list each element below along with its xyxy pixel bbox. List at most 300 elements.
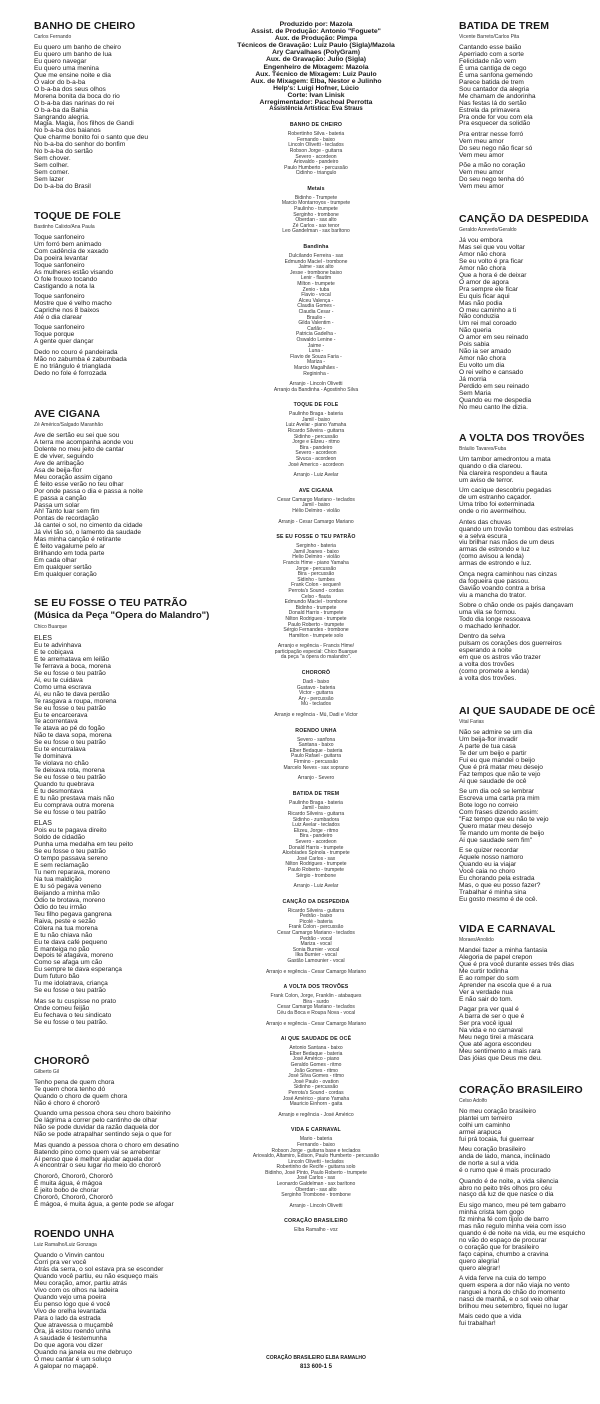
lyric-line: Toque sanfoneiro xyxy=(34,293,85,301)
credit-section-title: AI QUE SAUDADE DE OCÊ xyxy=(280,1036,352,1043)
lyric-line: colhi um caminho xyxy=(459,1121,511,1129)
musician-line: Mariza - vocal xyxy=(300,941,332,948)
lyric-line: é o rumo que é mais procurado xyxy=(459,1167,551,1175)
lyric-line: Mandei fazer a minha fantasia xyxy=(459,947,548,954)
stanza xyxy=(34,1111,219,1139)
credit-line: Assist. de Produção: Antonio "Foguete" xyxy=(251,28,381,36)
musician-line: Gilda Valentim - xyxy=(298,320,334,327)
lyric-line: Batendo pino como quem vai se arrebentar xyxy=(34,1148,161,1156)
lyric-line: plantei um terreiro xyxy=(459,1114,513,1122)
lyric-line: o coração que for brasileiro xyxy=(459,1243,539,1251)
lyric-line: A saudade é testemunha xyxy=(34,1335,107,1343)
musician-line: Cidinho - triangulo xyxy=(295,170,337,177)
lyric-line: Que charme bonito foi o santo que deu xyxy=(34,134,149,142)
lyric-line: Quando tu quebrava xyxy=(34,781,95,789)
lyric-line: Que até agora escondeu xyxy=(459,1040,532,1048)
song-block xyxy=(34,1228,219,1375)
lyric-line: Toque sanfoneiro xyxy=(34,234,85,241)
lyric-line: em que os astros vão trazer xyxy=(459,654,541,662)
musician-line: Zenio - tuba xyxy=(302,286,330,293)
song-title: CANÇÃO DA DESPEDIDA xyxy=(459,213,589,225)
musician-credits xyxy=(210,122,422,1234)
musician-line: Jamil - baixo xyxy=(301,502,331,509)
song-author: Chico Buarque xyxy=(34,624,68,630)
stanza xyxy=(459,1179,600,1200)
musician-line: Donald Harris - trumpete xyxy=(288,844,344,851)
arrangement-line: Arranjo - Luiz Avelar xyxy=(293,472,339,479)
lyric-line: nasci de manhã, e o sol veio olhar xyxy=(459,1295,560,1303)
lyric-line: Ora, já estou roendo unha xyxy=(34,1328,111,1336)
artistic-assistance: Assistência Artística: Eva Straus xyxy=(269,106,363,113)
lyric-line: Brilhando em toda parte xyxy=(34,550,105,558)
musician-line: Oberdan - sax alto xyxy=(295,1186,337,1193)
credit-section xyxy=(210,984,422,1027)
musician-line: Ricardo Silveira - guitarra xyxy=(287,810,345,817)
lyric-line: O meu cantar é um soluço xyxy=(34,1356,112,1364)
lyric-line: A gente quer dançar xyxy=(34,338,94,346)
lyric-line: Gavião voando contra a brisa xyxy=(459,584,546,592)
song-block xyxy=(459,213,600,415)
album-footer xyxy=(210,1355,422,1372)
lyric-line: Eu quero um banho de cheiro xyxy=(34,44,121,51)
lyric-line: Quando é de noite, a vida silencia xyxy=(459,1177,559,1185)
lyric-line: quero alegria! xyxy=(459,1257,500,1265)
stanza xyxy=(34,1174,219,1209)
musician-line: Milton - trumpete xyxy=(297,281,335,287)
lyric-line: quando é de noite na vida, eu me esquicho xyxy=(459,1229,586,1237)
arrangement-line: Arranjo e regência - Francis Hime/ xyxy=(277,643,355,650)
stanza xyxy=(34,1253,219,1371)
stanza xyxy=(34,999,219,1027)
lyric-line: Felicidade não vem xyxy=(459,57,517,65)
arrangement-credit xyxy=(210,473,422,479)
musician-line: Mario - bateria xyxy=(299,1136,333,1143)
lyric-line: Te ferrava a boca, morena xyxy=(34,662,111,670)
song-author: Celso Adolfo xyxy=(459,1098,488,1104)
musician-line: Luiz Avelar - teclados xyxy=(292,822,340,829)
lyric-line: fui prá tocaia, fui guerrear xyxy=(459,1135,535,1143)
lyric-line: Pois sabia xyxy=(459,341,490,349)
arrangement-credit xyxy=(210,644,422,661)
musician-line: Ariovaldo - pandeiro xyxy=(293,159,339,166)
musician-line: Oswaldo Lenine - xyxy=(296,336,336,343)
song-block xyxy=(459,20,600,195)
stanza xyxy=(459,572,600,600)
lyric-line: fiz minha fé com tijolo de barro xyxy=(459,1215,549,1223)
lyric-line: Alegoria de papel crepon xyxy=(459,953,533,961)
lyric-line: Do b-a-ba do Brasil xyxy=(34,183,91,191)
lyric-line: Já cantei o sol, no cimento da cidade xyxy=(34,522,143,530)
lyric-line: Mais cedo que a vida xyxy=(459,1313,522,1321)
musician-line: Ilka Burnier - vocal xyxy=(295,952,337,959)
stanza xyxy=(459,634,600,683)
lyric-line: Eu penso logo que é você xyxy=(34,1300,111,1308)
lyric-line: Te acorrentava xyxy=(34,718,78,726)
lyric-line: Mas não podia xyxy=(459,299,503,307)
musician-line: Regininha - xyxy=(303,370,329,377)
credit-line: Aux. Técnico de Mixagem: Luiz Paulo xyxy=(255,70,377,78)
lyric-line: viu brilhar nas mãos de um deus xyxy=(459,539,555,547)
lyric-line: abro no peito três olhos pro céu xyxy=(459,1184,552,1192)
lyric-line: um aviso de terror. xyxy=(459,476,514,484)
song-block xyxy=(34,1055,219,1212)
stanza xyxy=(459,789,600,845)
musician-line: Serginho Trombone - trombone xyxy=(281,1192,351,1199)
lyric-line: Te der um beijo e partir xyxy=(459,749,527,757)
credit-section xyxy=(210,244,422,393)
credit-line: Help's: Luigi Hofner, Lúcio xyxy=(273,84,359,92)
lyric-line: Toque sanfoneiro xyxy=(34,261,85,269)
lyric-line: É uma cantiga de cego xyxy=(459,64,527,72)
lyric-line: Eu te encurralava xyxy=(34,746,86,754)
lyric-line: Com cadência de xaxado xyxy=(34,247,109,255)
lyric-line: Teu filho pegava gangrena xyxy=(34,910,112,918)
lyric-line: Vem meu amor xyxy=(459,137,504,145)
lyric-line: Eu gosto mesmo é de ocê. xyxy=(459,895,538,903)
musician-line: Jesse - trombone baixo xyxy=(290,269,342,276)
musician-line: Lenir - flautim xyxy=(300,275,332,282)
lyric-line: Vivo com os olhos na ladeira xyxy=(34,1286,119,1294)
stanza xyxy=(34,325,219,346)
musician-line: Gustavo - bateria xyxy=(296,684,336,691)
lyric-line: Pontas de recordação xyxy=(34,515,99,523)
stanza xyxy=(459,1007,600,1063)
lyric-line: Cantando esse baião xyxy=(459,44,522,51)
lyric-line: Pra onde for vou com ela xyxy=(459,113,533,121)
lyric-line: Toque porque xyxy=(34,331,75,339)
musician-line: Robertinho de Recife - guitarra solo xyxy=(276,1164,356,1171)
lyric-line: Que é pra você durante esses três dias xyxy=(459,960,575,968)
stanza xyxy=(459,730,600,786)
musician-line: Edmundo Maciel - trombone xyxy=(284,599,348,606)
lyric-line: Aí penso que é melhor ajudar aquela dor xyxy=(34,1155,154,1163)
lyric-line: Amor não chora xyxy=(459,355,506,363)
musician-line: José Américo - piano xyxy=(292,1056,340,1063)
song-author: Luiz Ramalho/Luiz Gonzaga xyxy=(34,1242,97,1248)
musician-line: José Carlos - sax xyxy=(296,855,336,862)
credit-section-title: VIDA E CARNAVAL xyxy=(291,1127,341,1134)
lyric-line: fui trabalhar! xyxy=(459,1320,496,1328)
credit-section xyxy=(210,534,422,661)
lyric-line: A terra me acompanha aonde vou xyxy=(34,438,134,446)
musician-line: Elizeu, Jorge - ritmo xyxy=(293,827,339,834)
lyric-line: Se eu fosse o teu patrão xyxy=(34,848,106,856)
lyric-line: Mas, o que eu posso fazer? xyxy=(459,882,541,890)
lyric-line: Que a hora é de deixar xyxy=(459,271,527,279)
lyric-line: Eu quero navegar xyxy=(34,57,87,65)
credit-line: Aux. de Mixagem: Elba, Nestor e Julinho xyxy=(250,77,382,85)
lyric-line: Por onde passa o dia e passa a noite xyxy=(34,487,143,495)
lyric-line: mas não regulo minha veia com isso xyxy=(459,1222,567,1230)
credit-section xyxy=(210,186,422,235)
musician-line: Celso - flauta xyxy=(301,593,331,600)
lyric-line: É uma sanfona gemendo xyxy=(459,71,533,79)
lyric-line: Te quem chora tenho dó xyxy=(34,1085,106,1093)
lyric-line: Escreva uma carta pra mim xyxy=(459,795,540,803)
stanza xyxy=(459,1109,600,1144)
stanza xyxy=(459,1314,600,1328)
lyric-line: O b-a-ba dos seus olhos xyxy=(34,85,106,93)
lyric-line: Quero matar meu desejo xyxy=(459,822,532,830)
musician-line: José Paulo - ovation xyxy=(293,1078,339,1085)
musician-line: Bidinho, José Pinto, Paulo Roberto - trumpete xyxy=(265,1169,367,1176)
musician-line: José Américo - piano Yamaha xyxy=(282,1095,350,1102)
song-block xyxy=(459,1084,600,1332)
musician-line: Bira - pandeiro xyxy=(299,833,333,840)
lyric-line: Ai que saudade de ocê xyxy=(459,777,527,785)
lyric-line: Vem meu amor xyxy=(459,183,504,191)
lyric-line: Pagar pra ver qual é xyxy=(459,1006,519,1014)
lyric-line: Tu me idolatrava, criança xyxy=(34,980,108,988)
musician-line: Jamil Joanes - baixo xyxy=(293,548,339,555)
lyric-line: Que atravessa o muçambê xyxy=(34,1321,114,1329)
lyric-line: armas de estrondo e luz. xyxy=(459,560,532,568)
lyric-line: E de viver, seguindo xyxy=(34,452,94,460)
lyric-line: Do seu nego não ficar só xyxy=(459,144,533,152)
lyric-line: Perdido em seu reinado xyxy=(459,383,530,391)
song-block xyxy=(34,20,219,195)
lyric-line: quem espera a dor não viaja no vento xyxy=(459,1281,570,1289)
musician-line: Paulinho - trumpete xyxy=(294,206,338,213)
lyric-line: onde o rio avermelhou. xyxy=(459,508,527,516)
lyric-line: Tenho pena de quem chora xyxy=(34,1079,115,1086)
lyric-line: Te atava ao pé do fogão xyxy=(34,725,105,733)
musician-line: Jorge e Elizeu - ritmo xyxy=(292,439,340,446)
credit-section xyxy=(210,1127,422,1209)
song-block xyxy=(459,705,600,907)
lyric-line: Meu coração, amor, partiu atrás xyxy=(34,1279,128,1287)
musician-line: Alceu Valença - xyxy=(298,297,334,304)
musician-line: Jamil - baixo xyxy=(301,416,331,423)
lyric-line: No meu canto lhe dizia. xyxy=(459,403,528,411)
lyric-line: Até o dia clarear xyxy=(34,313,83,321)
song-author: Moraes/Anolido xyxy=(459,937,494,943)
song-title: A VOLTA DOS TROVÕES xyxy=(459,432,585,444)
musician-line: Sonia Burnier - vocal xyxy=(292,946,340,953)
musician-line: Cesar Camargo Mariano - teclados xyxy=(277,930,355,937)
arrangement-line: Arranjo - Lincoln Olivetti xyxy=(289,381,343,388)
lyric-line: Sem colher. xyxy=(34,162,69,170)
stanza xyxy=(459,163,600,191)
lyric-line: Um beija-flor invadir xyxy=(459,735,518,743)
lyric-line: (como promete a lenda) xyxy=(459,668,530,676)
lyric-line: Pra esquecer da solidão xyxy=(459,120,531,128)
lyric-line: Te mando um monte de beijo xyxy=(459,829,545,837)
musician-line: Sidinho - zumbadora xyxy=(292,816,340,823)
lyric-line: Vem meu amor xyxy=(459,169,504,177)
stanza xyxy=(459,488,600,516)
stanza xyxy=(459,948,600,1004)
lyric-line: Pra entrar nesse forró xyxy=(459,130,524,138)
production-credits xyxy=(210,21,422,106)
lyric-line: Dentro da selva xyxy=(459,633,506,641)
lyric-line: E passa a canção xyxy=(34,494,87,502)
lyric-line: E tu desmontava xyxy=(34,788,84,796)
credit-section-title: TOQUE DE FOLE xyxy=(293,402,339,409)
lyric-line: Se um dia ocê se lembrar xyxy=(459,788,535,796)
lyric-line: Um tambor amedrontou a mata xyxy=(459,456,551,463)
musician-line: Sidinho - percussão xyxy=(293,433,339,440)
lyric-line: Na clareira respondeu a flauta xyxy=(459,469,548,477)
lyric-line: Pra sempre ele ficar xyxy=(459,285,518,293)
lyric-line: Um rei mal coroado xyxy=(459,320,517,328)
musician-line: Sivuca - acordeon xyxy=(295,456,337,463)
musician-line: José Silva Gomes - ritmo xyxy=(288,1073,344,1080)
musician-line: Oberdan - sax alto xyxy=(295,217,337,224)
musician-line: Perrota's Sound - cordas xyxy=(288,587,344,594)
catalog-number: 813 600-1 5 xyxy=(299,1364,333,1370)
musician-line: Firmino - percussão xyxy=(293,759,339,765)
lyric-line: Sem Maria xyxy=(459,389,491,397)
lyric-line: Já vivi tão só, o lamento da saudade xyxy=(34,529,142,537)
lyric-line: Amor não chora xyxy=(459,250,506,258)
lyric-line: E tu só pegava veneno xyxy=(34,882,102,890)
musician-line: Alcebíades Spínola - trumpete xyxy=(282,850,350,857)
credit-section-title: CHORORÔ xyxy=(301,670,331,677)
arrangement-line: Arranjo - Severo xyxy=(297,775,335,782)
musician-line: Marcio Montarroyos - trumpete xyxy=(281,200,351,207)
credit-section xyxy=(210,899,422,976)
musician-line: Antonio Santana - baixo xyxy=(289,1045,343,1052)
credit-line: Ary Carvalhaes (PolyGram) xyxy=(271,49,361,57)
musician-line: Severo - acordeon xyxy=(295,153,337,160)
lyric-line: "Faz tempo que eu não te vejo xyxy=(459,815,549,823)
musician-line: Lincoln Olivetti - teclados xyxy=(288,142,344,149)
lyric-line: Quando você partiu, eu não esqueço mais xyxy=(34,1272,158,1280)
arrangement-credit xyxy=(210,713,422,719)
stanza xyxy=(34,294,219,322)
lyric-line: Bote logo no correio xyxy=(459,802,519,810)
musician-line: Patricia Gadelha - xyxy=(295,331,337,338)
musician-line: Paulinho Braga - bateria xyxy=(289,411,343,418)
song-title: BANHO DE CHEIRO xyxy=(34,20,136,32)
lyric-line: Faz tempos que não te vejo xyxy=(459,770,541,778)
lyric-line: Eu chorando pela estrada xyxy=(459,875,535,883)
lyric-line: Mas sei que vou voltar xyxy=(459,243,525,251)
lyric-line: O tempo passava sereno xyxy=(34,855,108,863)
credits-column xyxy=(210,21,422,1234)
stanza xyxy=(34,635,219,817)
lyric-line: Se eu fosse o teu patrão xyxy=(34,739,106,747)
credit-section-title: A VOLTA DOS TROVÕES xyxy=(283,984,349,991)
musician-line: Sérgio Fernandes - trombone xyxy=(283,627,349,634)
musician-line: Victor - guitarra xyxy=(298,690,334,697)
lyric-line: Raiva, peste e sezão xyxy=(34,917,96,925)
lyric-line: Fui eu que mandei o beijo xyxy=(459,756,535,764)
lyric-line: Amor não chora xyxy=(459,264,506,272)
lyric-line: Ser pra você igual xyxy=(459,1020,513,1028)
lyric-line: Não se admire se um dia xyxy=(459,729,533,736)
song-author: Geraldo Azevedo/Geraldo xyxy=(459,227,517,233)
lyric-line: Ver a verdade nua xyxy=(459,988,513,996)
musician-line: Zé Carlos - sax tenor xyxy=(292,222,340,229)
lyric-line: nasço da luz de que nasce o dia xyxy=(459,1191,554,1199)
lyric-line: brilhou meu setembro, fiquei no lugar xyxy=(459,1302,568,1310)
lyric-line: Asa de beija-flor xyxy=(34,466,82,474)
lyric-line: Mão no zabumba é zabumbada xyxy=(34,355,127,363)
stanza xyxy=(459,457,600,485)
lyric-line: Sangrando alegria. xyxy=(34,113,90,121)
lyric-line: (como avisou a lenda) xyxy=(459,553,524,561)
lyric-line: Capriche nos 8 baixos xyxy=(34,307,100,315)
lyric-line: Não é choro é chororô xyxy=(34,1099,100,1107)
lyric-line: viu a mancha do trator. xyxy=(459,591,527,599)
musician-line: Claudia Cesar - xyxy=(298,308,334,315)
musician-line: Hamilton - trumpete solo xyxy=(288,632,344,639)
stanza xyxy=(459,45,600,128)
lyric-line: Antes das chuvas xyxy=(459,518,512,526)
lyric-line: de norte a sul a vida xyxy=(459,1160,519,1168)
song-title: ROENDO UNHA xyxy=(34,1228,115,1240)
musician-line: Robson Jorge - guitarra base e teclados xyxy=(271,1147,361,1154)
stanza xyxy=(34,433,219,579)
arrangement-credit xyxy=(210,970,422,976)
lyric-line: E no triângulo é trianglada xyxy=(34,362,111,370)
song-title: VIDA E CARNAVAL xyxy=(459,923,556,935)
musician-line: Bidinho - Trumpete xyxy=(294,194,338,201)
musician-line: Mariza - xyxy=(306,359,326,366)
credit-section xyxy=(210,402,422,479)
stanza xyxy=(34,820,219,995)
musician-line: Elber Bedaque - bateria xyxy=(289,1050,343,1057)
lyric-line: E te cobiçava xyxy=(34,648,74,656)
lyric-line: a volta dos trovões. xyxy=(459,675,517,683)
musician-line: Frank Colon - sequerê xyxy=(291,582,341,589)
lyric-line: Em qualquer sertão xyxy=(34,564,92,572)
musician-line: Dulcilando Ferreira - sax xyxy=(288,253,344,260)
song-block xyxy=(459,923,600,1066)
arrangement-credit xyxy=(210,1022,422,1028)
lyric-line: pulsam os corações dos guerreiros xyxy=(459,640,562,648)
musician-line: Helio Delmiro - violão xyxy=(292,554,340,561)
lyric-line: minha crista tem gogo xyxy=(459,1208,524,1216)
lyric-line: Sem comer. xyxy=(34,169,70,177)
lyric-line: Morena bonita da boca do rio xyxy=(34,92,120,100)
musician-line: Paulo Roberto - trumpete xyxy=(287,866,345,873)
credit-line: Corte: Ivan Linisk xyxy=(287,91,345,99)
lyric-line: Estrela da primavera xyxy=(459,106,520,114)
lyric-line: Um forró bem animado xyxy=(34,240,102,248)
lyric-line: E te arrematava em leilão xyxy=(34,655,110,663)
song-block xyxy=(459,432,600,687)
lyric-line: Já morria xyxy=(459,376,487,384)
musician-line: Nilton Rodrigues - trumpete xyxy=(285,615,347,622)
lyric-line: Sou cantador da alegria xyxy=(459,85,530,93)
lyric-line: Te deixava rota, morena xyxy=(34,767,105,775)
lyric-line: Ah! Tanto luar sem fim xyxy=(34,508,100,516)
song-author: Bastinho Calixto/Ana Paula xyxy=(34,224,95,230)
lyric-line: O fole frouxo tocando xyxy=(34,275,98,283)
lyric-line: Quando eu ia viajar xyxy=(459,861,517,869)
lyric-line: Vivo de orelha levantada xyxy=(34,1307,107,1315)
song-author: Gilberto Gil xyxy=(34,1069,60,1075)
musician-line: José Americo - acordeon xyxy=(288,461,344,468)
lyric-line: Magia. Magia, nos filhos de Gandi xyxy=(34,120,134,128)
song-subtitle: (Música da Peça "Opera do Malandro") xyxy=(34,610,210,621)
musician-line: Marcio Magalhães - xyxy=(294,364,338,371)
lyric-line: A vida ferve na cuia do tempo xyxy=(459,1274,546,1282)
lyric-line: Me curtir todinha xyxy=(459,967,509,975)
lyric-line: Aperriado com a sorte xyxy=(459,50,524,58)
musician-line: Paulo Rafael - guitarra xyxy=(290,753,342,760)
lyric-line: Ave de sertão eu sei que sou xyxy=(34,432,120,439)
lyric-line: E tu não chiava não xyxy=(34,931,93,939)
lyric-line: Em qualquer coração xyxy=(34,571,97,579)
credit-section-title: CORAÇÃO BRASILEIRO xyxy=(284,1218,348,1225)
musician-line: Bira - percussão xyxy=(297,571,335,578)
arrangement-line: Arranjo - Cesar Camargo Mariano xyxy=(278,518,354,525)
credit-section-title: Bandinha xyxy=(303,244,329,251)
